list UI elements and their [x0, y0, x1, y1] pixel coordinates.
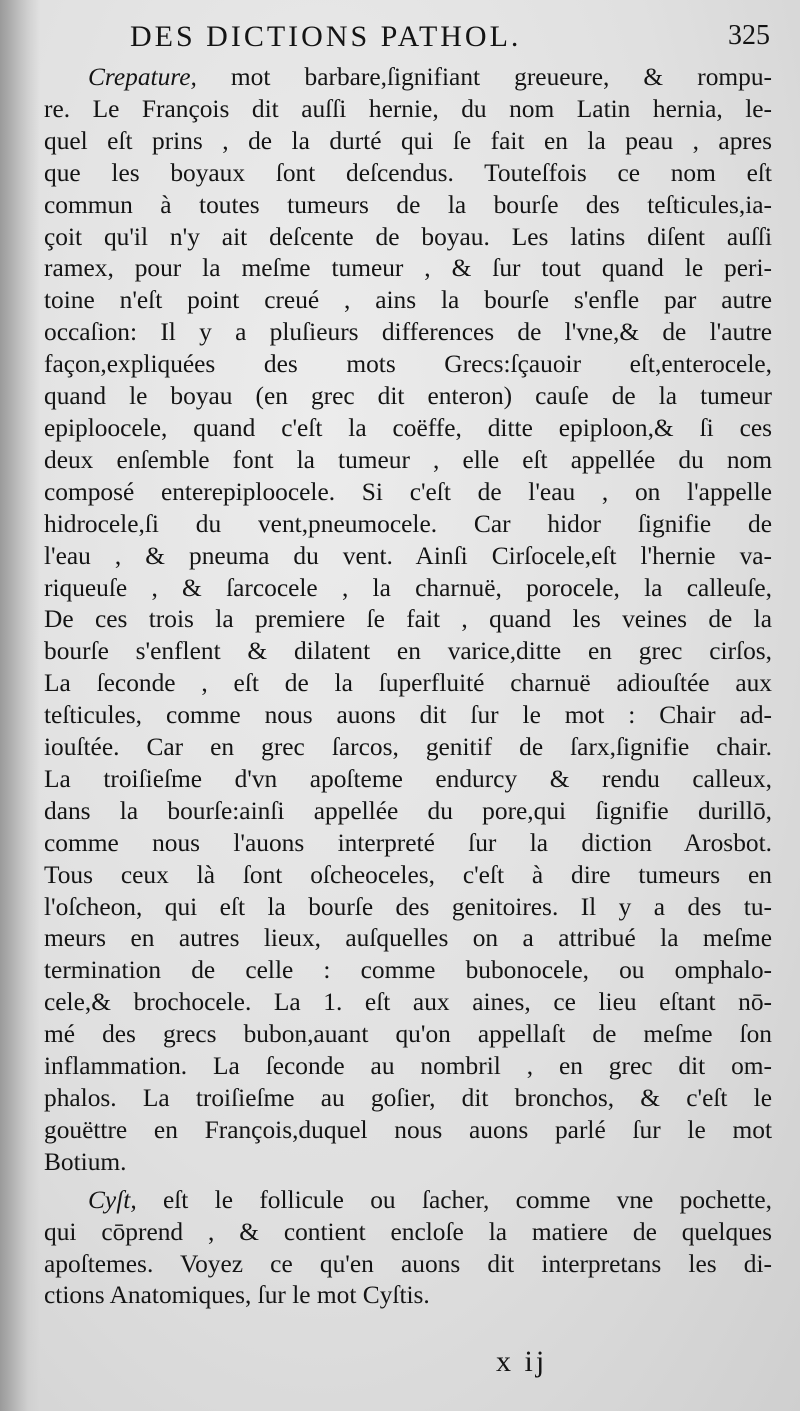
text-line: quel eſt prins , de la durté qui ſe fait en la peau , apres [44, 126, 772, 155]
signature-mark: x ij [496, 1345, 548, 1378]
entry-headword: Cyſt, [88, 1185, 137, 1214]
text-line: re. Le François dit auſſi hernie, du nom Latin hernia, le- [44, 94, 772, 123]
text-line [44, 62, 772, 94]
text-line: l'oſcheon, qui eſt la bourſe des genitoires. Il y a des tu- [44, 892, 772, 921]
body-text [44, 62, 772, 1312]
text-line: que les boyaux ſont deſcendus. Touteſfois ce nom eſt [44, 158, 772, 187]
text-line: deux enſemble font la tumeur , elle eſt appellée du nom [44, 445, 772, 474]
text-line: Tous ceux là ſont oſcheoceles, c'eſt à dire tumeurs en [44, 860, 772, 889]
text-line: teſticules, comme nous auons dit ſur le mot : Chair ad- [44, 701, 772, 730]
text-line [44, 1185, 772, 1217]
text-line: toine n'eſt point creué , ains la bourſe s'enfle par autre [44, 286, 772, 315]
text-line: iouſtée. Car en grec ſarcos, genitif de ſarx,ſignifie chair. [44, 733, 772, 762]
text-line: hidrocele,ſi du vent,pneumocele. Car hidor ſignifie de [44, 509, 772, 538]
text-line: Botium. [44, 1147, 127, 1176]
running-head [130, 20, 770, 60]
text-line: ctions Anatomiques, ſur le mot Cyſtis. [44, 1281, 430, 1310]
text-line: çoit qu'il n'y ait deſcente de boyau. Les latins diſent auſſi [44, 222, 772, 251]
text-line: comme nous l'auons interpreté ſur la diction Arosbot. [44, 828, 772, 857]
text-line: l'eau , & pneuma du vent. Ainſi Cirſocele,eſt l'hernie va- [44, 541, 772, 570]
text-line: epiploocele, quand c'eſt la coëffe, ditte epiploon,& ſi ces [44, 413, 772, 442]
text-line: meurs en autres lieux, auſquelles on a attribué la meſme [44, 924, 772, 953]
text-line: De ces trois la premiere ſe fait , quand les veines de la [44, 605, 772, 634]
text-line: qui cōprend , & contient encloſe la matiere de quelques [44, 1217, 772, 1246]
text-line: façon,expliquées des mots Grecs:ſçauoir eſt,enterocele, [44, 350, 772, 379]
text-line: termination de celle : comme bubonocele, ou omphalo- [44, 956, 772, 985]
text-line: composé enterepiploocele. Si c'eſt de l'eau , on l'appelle [44, 477, 772, 506]
entry-first-line-text: eſt le follicule ou ſacher, comme vne pochette, [136, 1185, 772, 1214]
page-gutter-shadow [0, 0, 40, 1411]
text-line: dans la bourſe:ainſi appellée du pore,qui ſignifie durillō, [44, 796, 772, 825]
page-number: 325 [728, 20, 770, 51]
text-line: ramex, pour la meſme tumeur , & ſur tout quand le peri- [44, 254, 772, 283]
text-line: La ſeconde , eſt de la ſuperfluité charnuë adiouſtée aux [44, 669, 772, 698]
text-line: quand le boyau (en grec dit enteron) cauſe de la tumeur [44, 382, 772, 411]
text-line: cele,& brochocele. La 1. eſt aux aines, ce lieu eſtant nō- [44, 988, 772, 1017]
entry-first-line-text: mot barbare,ſignifiant greueure, & rompu- [196, 63, 772, 91]
text-line: bourſe s'enflent & dilatent en varice,ditte en grec cirſos, [44, 637, 772, 666]
entry-crepature [44, 62, 772, 1179]
text-line: commun à toutes tumeurs de la bourſe des teſticules,ia- [44, 190, 772, 219]
text-line: La troiſieſme d'vn apoſteme endurcy & rendu calleux, [44, 764, 772, 793]
text-line: gouëttre en François,duquel nous auons parlé ſur le mot [44, 1115, 772, 1144]
text-line: phalos. La troiſieſme au goſier, dit bronchos, & c'eſt le [44, 1084, 772, 1112]
text-line: mé des grecs bubon,auant qu'on appellaſt de meſme ſon [44, 1020, 772, 1049]
running-title: DES DICTIONS PATHOL. [130, 20, 522, 53]
text-line: riqueuſe , & ſarcocele , la charnuë, porocele, la calleuſe, [44, 573, 772, 602]
text-line: occaſion: Il y a pluſieurs differences de l'vne,& de l'autre [44, 318, 772, 347]
entry-headword: Crepature, [88, 63, 197, 91]
text-line: inflammation. La ſeconde au nombril , en grec dit om- [44, 1052, 772, 1081]
text-line: apoſtemes. Voyez ce qu'en auons dit interpretans les di- [44, 1249, 772, 1278]
entry-cyst [44, 1185, 772, 1313]
